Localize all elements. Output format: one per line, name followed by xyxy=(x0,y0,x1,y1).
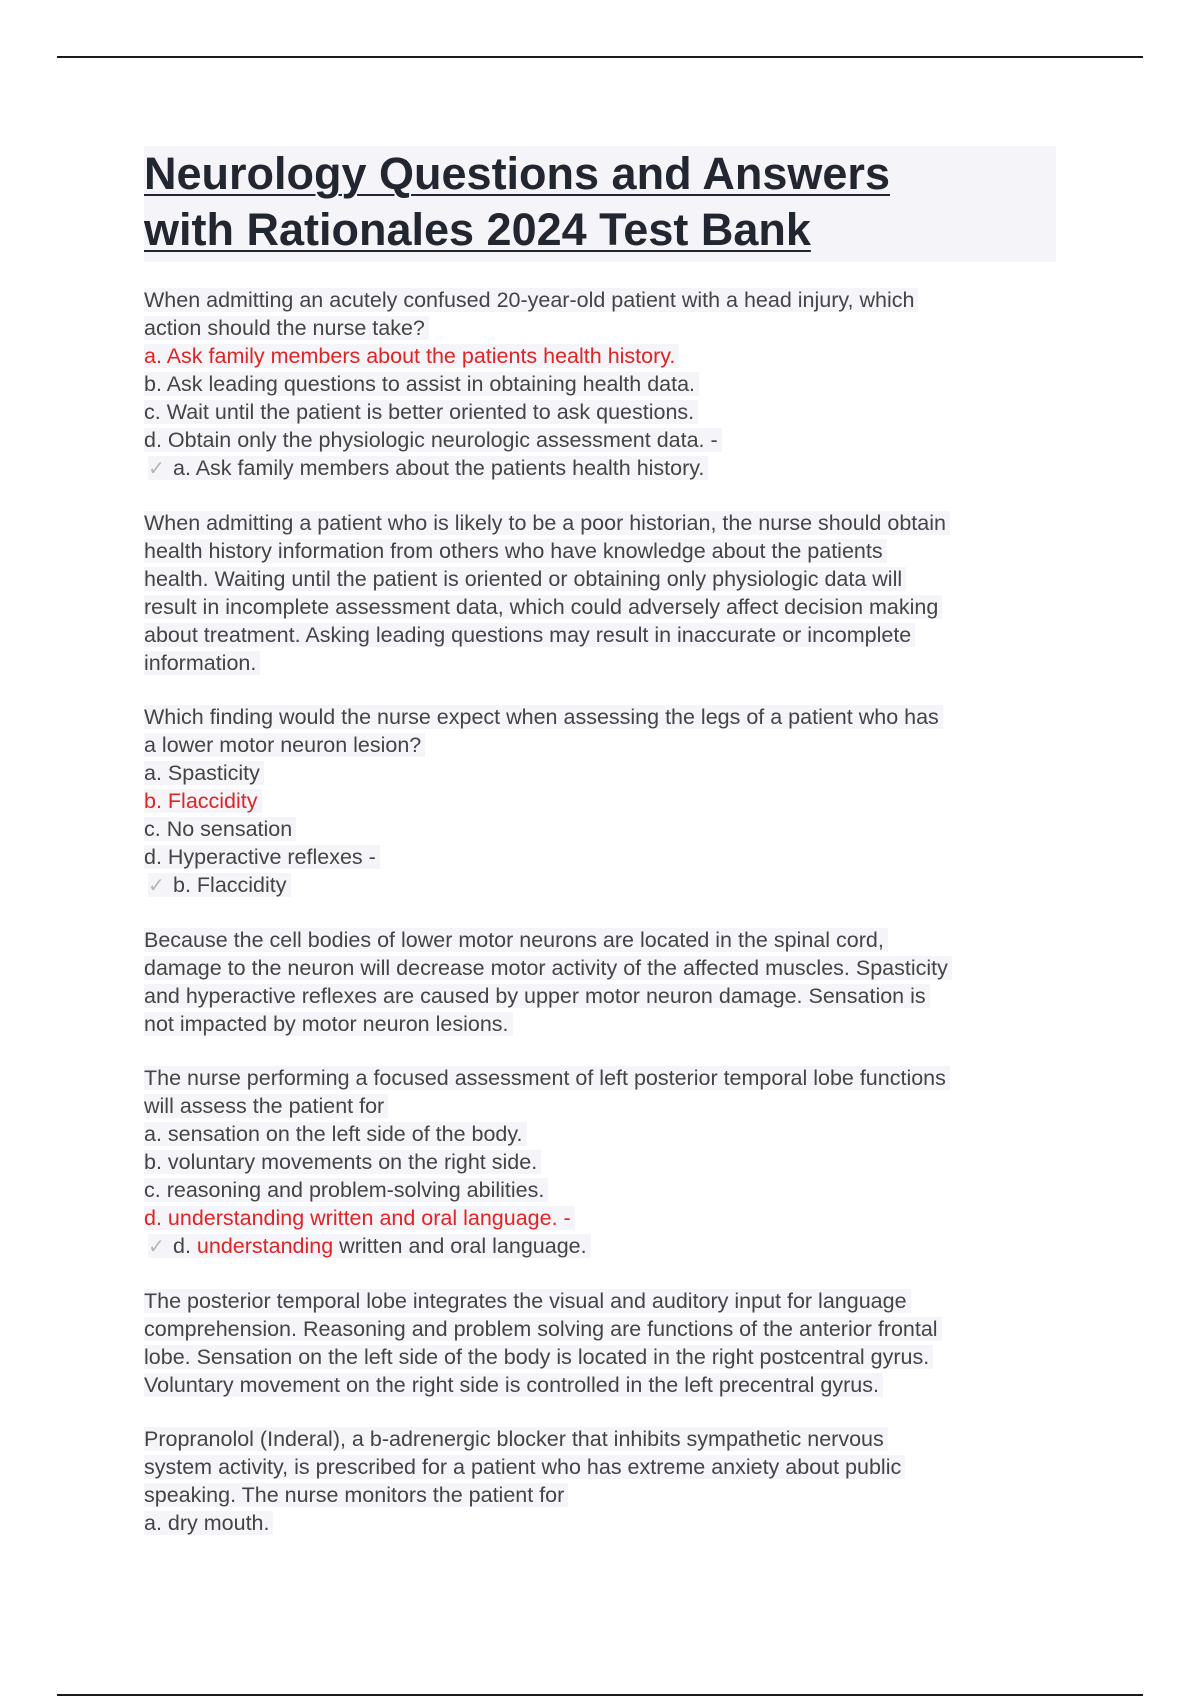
question-stem: Which finding would the nurse expect when assessing the legs of a patient who has xyxy=(144,705,943,729)
question-3 xyxy=(144,1064,1056,1261)
document-title xyxy=(144,146,1056,258)
option: c. Wait until the patient is better oriented to ask questions. xyxy=(144,400,698,424)
rationale-line: information. xyxy=(144,651,260,675)
option-correct: d. understanding written and oral language. - xyxy=(144,1206,575,1230)
option: c. reasoning and problem-solving abilities. xyxy=(144,1178,548,1202)
rationale-line: not impacted by motor neuron lesions. xyxy=(144,1012,513,1036)
option: a. dry mouth. xyxy=(144,1511,273,1535)
option-correct: a. Ask family members about the patients health history. xyxy=(144,344,679,368)
answer-suffix: written and oral language. xyxy=(333,1234,587,1258)
question-stem: a lower motor neuron lesion? xyxy=(144,733,425,757)
answer-text: b. Flaccidity xyxy=(173,873,287,897)
option-correct: b. Flaccidity xyxy=(144,789,262,813)
rationale-line: The posterior temporal lobe integrates the visual and auditory input for language xyxy=(144,1289,911,1313)
question-stem: action should the nurse take? xyxy=(144,316,429,340)
rationale-line: result in incomplete assessment data, which could adversely affect decision making xyxy=(144,595,942,619)
question-stem: Propranolol (Inderal), a b-adrenergic blocker that inhibits sympathetic nervous xyxy=(144,1427,888,1451)
rationale-line: comprehension. Reasoning and problem solving are functions of the anterior frontal xyxy=(144,1317,942,1341)
option: b. Ask leading questions to assist in obtaining health data. xyxy=(144,372,699,396)
title-line-2: with Rationales 2024 Test Bank xyxy=(144,204,811,255)
question-4 xyxy=(144,1425,1056,1537)
rationale-line: and hyperactive reflexes are caused by upper motor neuron damage. Sensation is xyxy=(144,984,930,1008)
rationale-line: When admitting a patient who is likely to be a poor historian, the nurse should obtain xyxy=(144,511,950,535)
rationale-line: lobe. Sensation on the left side of the body is located in the right postcentral gyrus. xyxy=(144,1345,933,1369)
option: d. Hyperactive reflexes - xyxy=(144,845,380,869)
title-line-1: Neurology Questions and Answers xyxy=(144,148,890,199)
answer-prefix: d. xyxy=(173,1234,197,1258)
option: c. No sensation xyxy=(144,817,296,841)
rationale-line: health history information from others who have knowledge about the patients xyxy=(144,539,887,563)
rationale-2 xyxy=(144,926,1056,1038)
question-stem: When admitting an acutely confused 20-year-old patient with a head injury, which xyxy=(144,288,918,312)
question-stem: The nurse performing a focused assessment of left posterior temporal lobe functions xyxy=(144,1066,950,1090)
question-stem: will assess the patient for xyxy=(144,1094,388,1118)
rationale-line: damage to the neuron will decrease motor activity of the affected muscles. Spasticity xyxy=(144,956,952,980)
answer-highlight: understanding xyxy=(196,1234,334,1258)
question-stem: system activity, is prescribed for a patient who has extreme anxiety about public xyxy=(144,1455,905,1479)
rationale-line: health. Waiting until the patient is oriented or obtaining only physiologic data will xyxy=(144,567,906,591)
option: d. Obtain only the physiologic neurologic assessment data. - xyxy=(144,428,722,452)
checkmark-icon: ✓ xyxy=(148,875,165,897)
answer-text: a. Ask family members about the patients health history. xyxy=(173,456,705,480)
top-rule xyxy=(57,56,1143,58)
bottom-rule xyxy=(57,1694,1143,1696)
rationale-line: Voluntary movement on the right side is controlled in the left precentral gyrus. xyxy=(144,1373,883,1397)
document-body xyxy=(144,146,1056,1537)
option: b. voluntary movements on the right side. xyxy=(144,1150,541,1174)
checkmark-icon: ✓ xyxy=(148,458,165,480)
rationale-3 xyxy=(144,1287,1056,1399)
checkmark-icon: ✓ xyxy=(148,1236,165,1258)
title-block xyxy=(144,146,1056,262)
question-2 xyxy=(144,703,1056,900)
rationale-1 xyxy=(144,509,1056,677)
rationale-line: about treatment. Asking leading questions may result in inaccurate or incomplete xyxy=(144,623,915,647)
question-stem: speaking. The nurse monitors the patient for xyxy=(144,1483,568,1507)
question-1 xyxy=(144,286,1056,483)
rationale-line: Because the cell bodies of lower motor neurons are located in the spinal cord, xyxy=(144,928,888,952)
option: a. sensation on the left side of the body. xyxy=(144,1122,527,1146)
option: a. Spasticity xyxy=(144,761,264,785)
